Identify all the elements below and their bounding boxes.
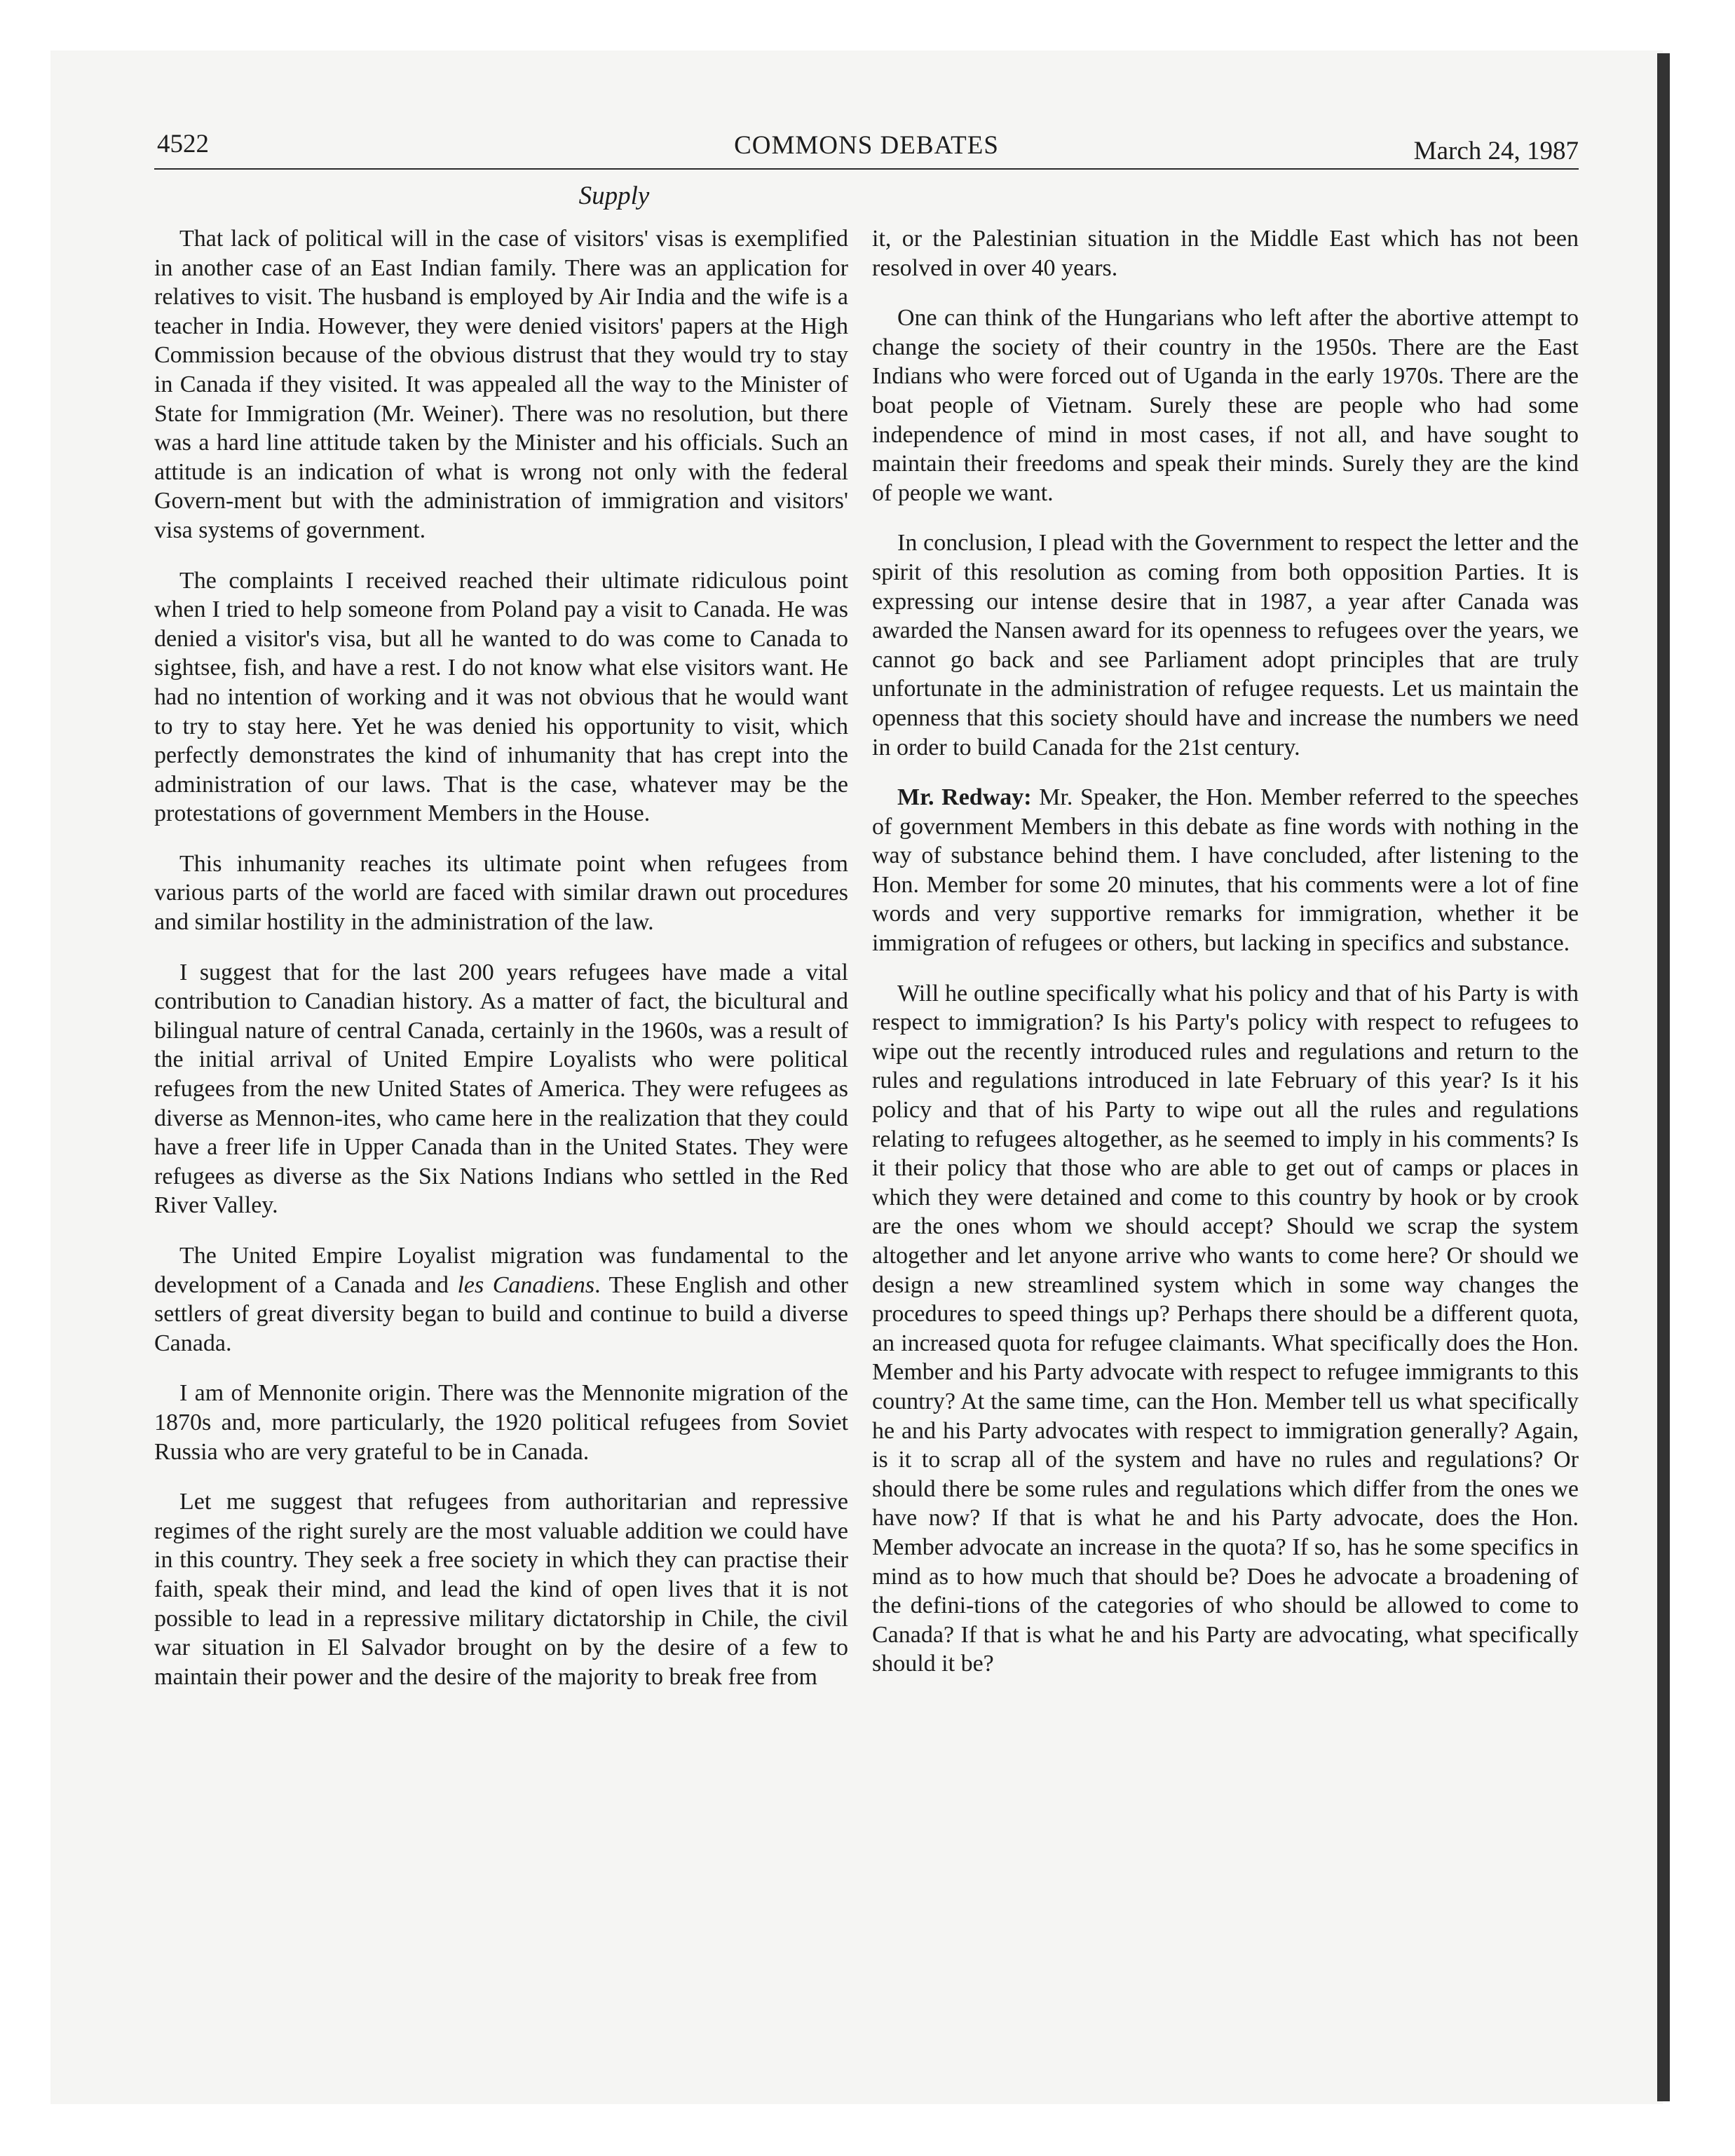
debate-date: March 24, 1987 xyxy=(1413,137,1579,165)
paragraph: Will he outline specifically what his policy and that of his Party is with respect to immigration? Is his Party's policy with respect to refugees to wipe out the recently introduced rules and regulations and return to the rules and regulations introduced in late February of this year? Is it his policy and that of his Party to wipe out all the rules and regulations relating to refugees altogether, as he seemed to imply in his comments? Is it their policy that those who are able to get out of camps or places in which they were detained and come to this country by hook or by crook are the ones whom we should accept? Should we scrap the system altogether and let anyone arrive who wants to come here? Or should we design a new streamlined system which in some way changes the procedures to speed things up? Perhaps there should be a different quota, an increased quota for refugee claimants. What specifically does the Hon. Member and his Party advocate with respect to refugee immigrants to this country? At the same time, can the Hon. Member tell us what specifically he and his Party advocates with respect to immigration generally? Again, is it to scrap all of the system and have no rules and regulations? Or should there be some rules and regulations which differ from the ones we have now? If that is what he and his Party advocate, does the Hon. Member advocate an increase in the quota? If so, has he some specifics in mind as to how much that should be? Does he advocate a broadening of the defini-tions of the categories of who should be allowed to come to Canada? If that is what he and his Party are advocating, what specifically should it be? xyxy=(872,980,1579,1677)
paragraph: Let me suggest that refugees from authoritarian and repressive regimes of the right surely are the most valuable addition we could have in this country. They seek a free society in which they can practise their faith, speak their mind, and lead the kind of open lives that it is not possible to lead in a repressive military dictatorship in Chile, the civil war situation in El Salvador brought on by the desire of a few to maintain their power and the desire of the majority to break free from xyxy=(154,1489,848,1690)
left-column xyxy=(154,224,848,1712)
page-number: 4522 xyxy=(157,130,209,158)
section-title: Supply xyxy=(578,182,650,210)
paragraph-continued: it, or the Palestinian situation in the Middle East which has not been resolved in over 40 years. xyxy=(872,226,1579,281)
speaker-name: Mr. Redway: xyxy=(897,784,1032,811)
paragraph: I am of Mennonite origin. There was the Mennonite migration of the 1870s and, more particularly, the 1920 political refugees from Soviet Russia who are very grateful to be in Canada. xyxy=(154,1380,848,1465)
publication-title: COMMONS DEBATES xyxy=(734,131,999,160)
paragraph xyxy=(872,783,1579,958)
scan-edge-shadow xyxy=(1657,53,1670,2101)
paragraph: In conclusion, I plead with the Government to respect the letter and the spirit of this resolution as coming from both opposition Parties. It is expressing our intense desire that in 1987, a year after Canada was awarded the Nansen award for its openness to refugees over the years, we cannot go back and see Parliament adopt principles that are truly unfortunate in the administration of refugee requests. Let us maintain the openness that this society should have and increase the numbers we need in order to build Canada for the 21st century. xyxy=(872,530,1579,760)
paragraph: That lack of political will in the case of visitors' visas is exemplified in another case of an East Indian family. There was an application for relatives to visit. The husband is employed by Air India and the wife is a teacher in India. However, they were denied visitors' papers at the High Commission because of the obvious distrust that they would try to stay in Canada if they visited. It was appealed all the way to the Minister of State for Immigration (Mr. Weiner). There was no resolution, but there was a hard line attitude taken by the Minister and his officials. Such an attitude is an indication of what is wrong not only with the federal Govern-ment but with the administration of immigration and visitors' visa systems of government. xyxy=(154,226,848,543)
paragraph-text: Mr. Speaker, the Hon. Member referred to the speeches of government Members in this debate as fine words with nothing in the way of substance behind them. I have concluded, after listening to the Hon. Member for some 20 minutes, that his comments were a lot of fine words and very supportive remarks for immigration, whether it be immigration of refugees or others, but lacking in specifics and substance. xyxy=(872,784,1579,957)
header-divider xyxy=(154,168,1579,170)
page-header xyxy=(154,126,1579,170)
paragraph: One can think of the Hungarians who left after the abortive attempt to change the society of their country in the 1950s. There are the East Indians who were forced out of Uganda in the early 1970s. There are the boat people of Vietnam. Surely these are people who had some independence of mind in most cases, if not all, and have sought to maintain their freedoms and speak their minds. Surely they are the kind of people we want. xyxy=(872,305,1579,506)
paragraph-text: The United Empire Loyalist migration was fundamental to the development of a Canada and xyxy=(154,1243,848,1298)
paragraph-text: . These English and other settlers of great diversity began to build and continue to build a diverse Canada. xyxy=(154,1271,848,1356)
paragraph: I suggest that for the last 200 years refugees have made a vital contribution to Canadian history. As a matter of fact, the bicultural and bilingual nature of central Canada, certainly in the 1960s, was a result of the initial arrival of United Empire Loyalists who were political refugees from the new United States of America. They were refugees as diverse as Mennon-ites, who came here in the realization that they could have a freer life in Upper Canada than in the United States. They were refugees as diverse as the Six Nations Indians who settled in the Red River Valley. xyxy=(154,959,848,1219)
paragraph: The complaints I received reached their ultimate ridiculous point when I tried to help someone from Poland pay a visit to Canada. He was denied a visitor's visa, but all he wanted to do was come to Canada to sightsee, fish, and have a rest. I do not know what else visitors want. He had no intention of working and it was not obvious that he would want to try to stay here. Yet he was denied his opportunity to visit, which perfectly demonstrates the kind of inhumanity that has crept into the administration of our laws. That is the case, whatever may be the protestations of government Members in the House. xyxy=(154,567,848,827)
paragraph: This inhumanity reaches its ultimate point when refugees from various parts of the world are faced with similar drawn out procedures and similar hostility in the administration of the law. xyxy=(154,850,848,936)
paragraph xyxy=(154,1241,848,1358)
right-column xyxy=(872,224,1579,1700)
italic-term: les Canadiens xyxy=(457,1271,595,1298)
